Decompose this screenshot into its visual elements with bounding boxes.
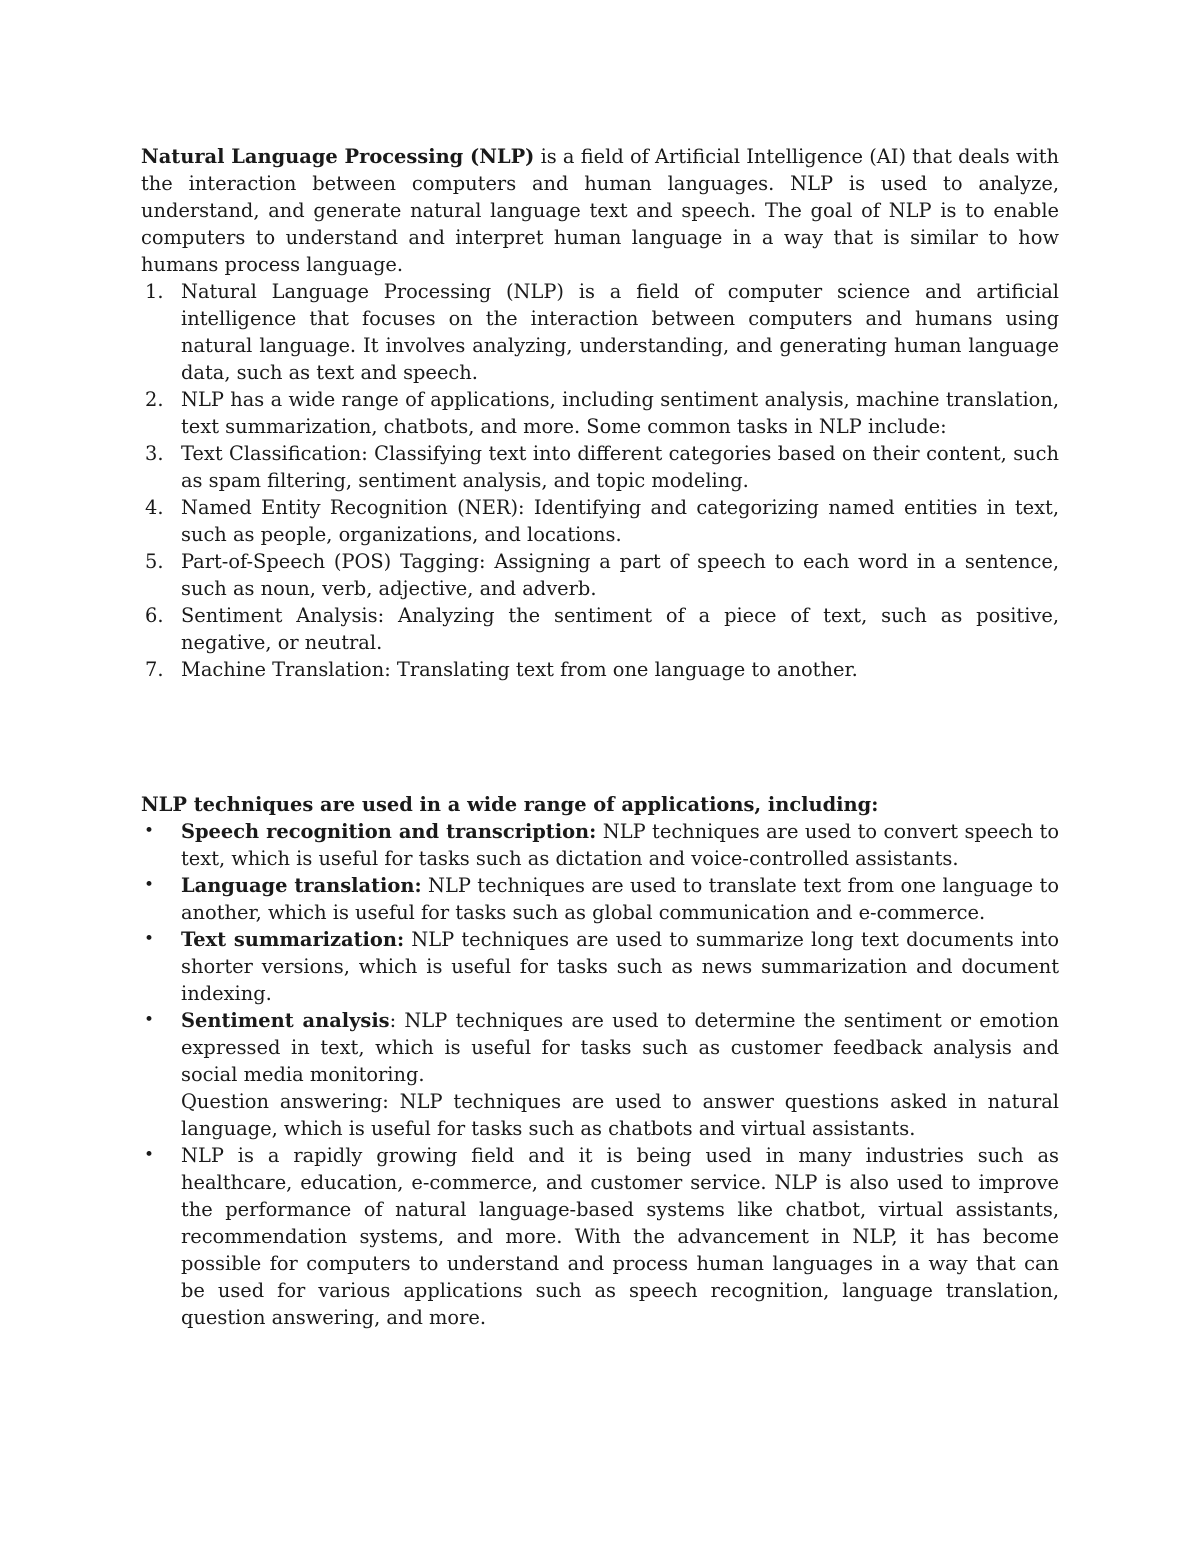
applications-heading-text: NLP techniques are used in a wide range of applications, including: xyxy=(141,793,879,816)
bullet-item xyxy=(141,1007,1059,1142)
intro-text: is a field of Artificial Intelligence (AI) that deals with the interaction between computers and human languages. NLP is used to analyze, understand, and generate natural language text and speech. The goal of NLP is to enable computers to understand and interpret human language in a way that is similar to how humans process language. xyxy=(141,145,1059,276)
list-number: 5. xyxy=(145,550,164,573)
applications-heading xyxy=(141,791,1059,818)
bullet-item xyxy=(141,926,1059,1007)
bullet-text: NLP techniques are used to convert speech to text, which is useful for tasks such as dictation and voice-controlled assistants. xyxy=(181,820,1059,870)
list-number: 4. xyxy=(145,496,164,519)
bullet-term: Speech recognition and transcription: xyxy=(181,820,597,843)
bullet-extra-text: Question answering: NLP techniques are used to answer questions asked in natural language, which is useful for tasks such as chatbots and virtual assistants. xyxy=(181,1090,1059,1140)
bullet-item xyxy=(141,872,1059,926)
bullet-icon: • xyxy=(144,1010,155,1030)
list-number: 3. xyxy=(145,442,164,465)
bullet-text: NLP is a rapidly growing field and it is being used in many industries such as healthcare, education, e-commerce, and customer service. NLP is also used to improve the performance of natural language-based systems like chatbot, virtual assistants, recommendation systems, and more. With the advancement in NLP, it has become possible for computers to understand and process human languages in a way that can be used for various applications such as speech recognition, language translation, question answering, and more. xyxy=(181,1144,1059,1329)
bullet-term: Text summarization: xyxy=(181,928,405,951)
list-number: 6. xyxy=(145,604,164,627)
bullet-icon: • xyxy=(144,875,155,895)
list-item-text: Sentiment Analysis: Analyzing the sentiment of a piece of text, such as positive, negative, or neutral. xyxy=(181,604,1059,654)
bullet-text: : NLP techniques are used to determine the sentiment or emotion expressed in text, which is useful for tasks such as customer feedback analysis and social media monitoring. xyxy=(181,1009,1060,1086)
list-item xyxy=(141,386,1059,440)
bullet-text: NLP techniques are used to translate text from one language to another, which is useful for tasks such as global communication and e-commerce. xyxy=(181,874,1059,924)
list-item xyxy=(141,494,1059,548)
list-number: 2. xyxy=(145,388,164,411)
bullet-icon: • xyxy=(144,929,155,949)
list-item xyxy=(141,548,1059,602)
list-item xyxy=(141,278,1059,386)
bullet-icon: • xyxy=(144,821,155,841)
list-item-text: Text Classification: Classifying text into different categories based on their content, such as spam filtering, sentiment analysis, and topic modeling. xyxy=(181,442,1059,492)
bullet-icon: • xyxy=(144,1145,155,1165)
bullet-term: Sentiment analysis xyxy=(181,1009,390,1032)
list-number: 7. xyxy=(145,658,164,681)
intro-paragraph xyxy=(141,143,1059,278)
list-item-text: Natural Language Processing (NLP) is a field of computer science and artificial intelligence that focuses on the interaction between computers and humans using natural language. It involves analyzing, understanding, and generating human language data, such as text and speech. xyxy=(181,280,1059,384)
bullet-item xyxy=(141,1142,1059,1331)
list-item xyxy=(141,656,1059,683)
bullet-item xyxy=(141,818,1059,872)
numbered-list xyxy=(141,278,1059,683)
intro-term: Natural Language Processing (NLP) xyxy=(141,145,535,168)
list-item xyxy=(141,602,1059,656)
list-item xyxy=(141,440,1059,494)
list-item-text: Part-of-Speech (POS) Tagging: Assigning a part of speech to each word in a sentence, such as noun, verb, adjective, and adverb. xyxy=(181,550,1059,600)
spacer xyxy=(141,683,1059,791)
list-item-text: Machine Translation: Translating text from one language to another. xyxy=(181,658,858,681)
list-number: 1. xyxy=(145,280,164,303)
document-page xyxy=(141,143,1059,1331)
bullet-term: Language translation: xyxy=(181,874,422,897)
list-item-text: NLP has a wide range of applications, including sentiment analysis, machine translation, text summarization, chatbots, and more. Some common tasks in NLP include: xyxy=(181,388,1059,438)
bullet-text: NLP techniques are used to summarize long text documents into shorter versions, which is useful for tasks such as news summarization and document indexing. xyxy=(181,928,1060,1005)
applications-list xyxy=(141,818,1059,1331)
list-item-text: Named Entity Recognition (NER): Identifying and categorizing named entities in text, such as people, organizations, and locations. xyxy=(181,496,1059,546)
